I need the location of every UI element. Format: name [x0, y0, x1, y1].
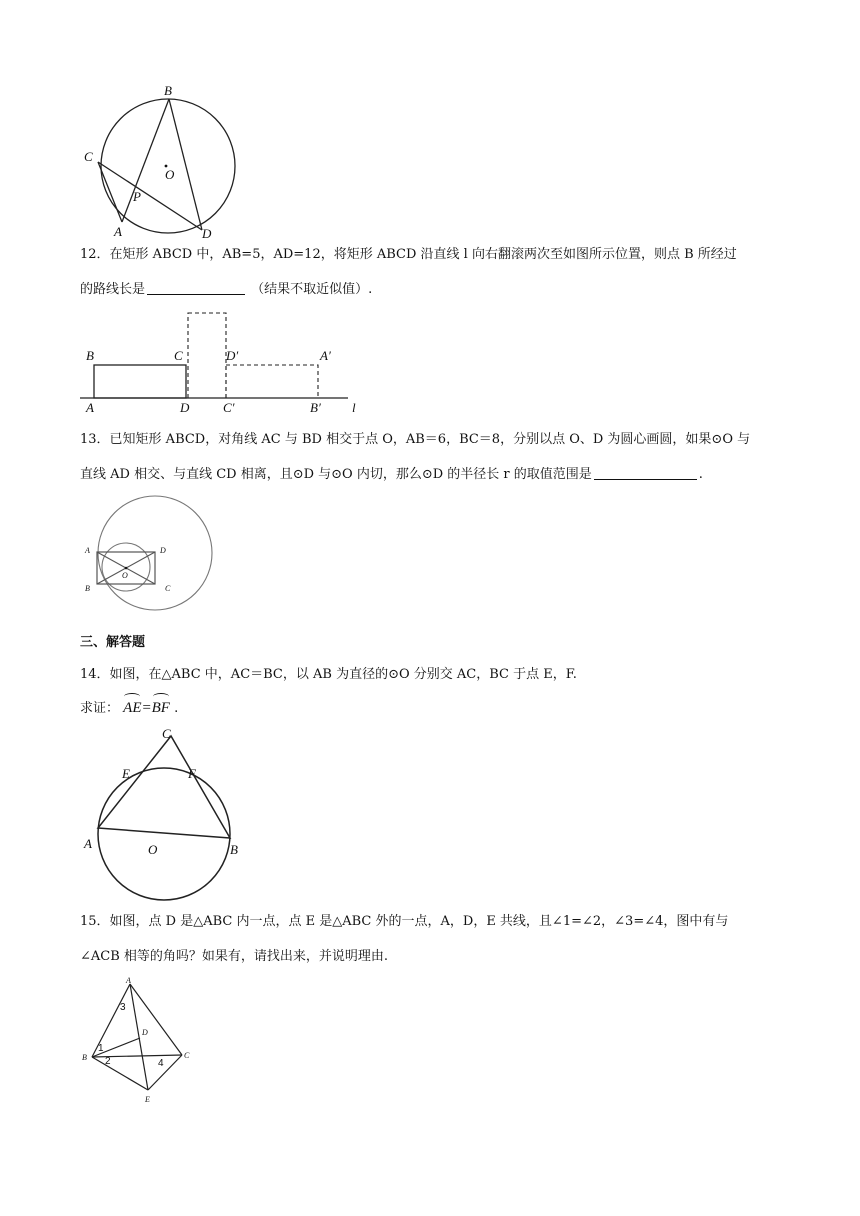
label-a: A: [85, 546, 90, 555]
q15-line2: ∠ACB 相等的角吗？如果有，请找出来，并说明理由.: [80, 949, 389, 964]
label-c-prime: C′: [223, 400, 235, 415]
prove-label: 求证：: [80, 701, 120, 716]
label-b-prime: B′: [310, 400, 321, 415]
label-c: C: [184, 1051, 190, 1060]
label-b: B: [85, 584, 90, 593]
figure-triangle-circle: [80, 722, 260, 902]
label-d: D: [180, 400, 190, 415]
figure-rectangle-circles: [80, 495, 220, 610]
question-12: [80, 245, 780, 300]
q13-line2-post: .: [698, 467, 703, 482]
label-a: A: [114, 224, 122, 239]
label-b: B: [164, 83, 172, 98]
label-e: E: [145, 1095, 150, 1104]
arc-bf: BF: [152, 698, 170, 718]
q12-line2-pre: 的路线长是: [80, 282, 146, 297]
label-o: O: [165, 167, 175, 182]
label-e: E: [122, 766, 130, 781]
answer-blank-12[interactable]: [147, 281, 245, 295]
q14-prove: [80, 698, 780, 719]
label-d: D: [202, 226, 212, 241]
figure-triangle-points: [78, 972, 198, 1112]
angle-4: 4: [158, 1058, 164, 1069]
label-c: C: [162, 726, 171, 741]
label-b: B: [86, 348, 94, 363]
question-14: [80, 665, 780, 685]
label-c: C: [165, 584, 171, 593]
label-p: P: [133, 189, 141, 204]
label-b: B: [82, 1053, 87, 1062]
q13-line1: 13．已知矩形 ABCD，对角线 AC 与 BD 相交于点 O，AB＝6，BC＝8，分别以点 O、D 为圆心画圆，如果⊙O 与: [80, 432, 751, 447]
question-13: [80, 430, 780, 485]
equals-sign: =: [141, 700, 152, 716]
q14-line1: 14．如图，在△ABC 中，AC＝BC，以 AB 为直径的⊙O 分别交 AC，BC 于点 E，F.: [80, 667, 577, 682]
angle-1: 1: [98, 1043, 104, 1054]
prove-end: .: [169, 701, 179, 716]
angle-3: 3: [120, 1002, 126, 1013]
q13-line2-pre: 直线 AD 相交、与直线 CD 相离，且⊙D 与⊙O 内切，那么⊙D 的半径长 r 的取值范围是: [80, 467, 592, 482]
q15-line1: 15．如图，点 D 是△ABC 内一点，点 E 是△ABC 外的一点，A，D，E 共线，且∠1=∠2，∠3=∠4，图中有与: [80, 914, 729, 929]
label-b: B: [230, 842, 238, 857]
q12-line1: 12．在矩形 ABCD 中，AB=5，AD=12，将矩形 ABCD 沿直线 l 向右翻滚两次至如图所示位置，则点 B 所经过: [80, 247, 737, 262]
label-l: l: [352, 400, 356, 415]
label-f: F: [188, 766, 196, 781]
answer-blank-13[interactable]: [594, 466, 697, 480]
section-heading: 三、解答题: [80, 635, 146, 650]
label-d: D: [142, 1028, 148, 1037]
label-c: C: [84, 149, 93, 164]
question-15: [80, 912, 780, 967]
label-a: A: [86, 400, 94, 415]
label-a: A: [126, 976, 131, 985]
circle-o: [101, 99, 235, 233]
label-o: O: [148, 842, 158, 857]
label-a: A: [84, 836, 92, 851]
q12-line2-post: （结果不取近似值）.: [251, 282, 373, 297]
label-c: C: [174, 348, 183, 363]
figure-circle-chords: [80, 80, 250, 240]
figure-rolling-rectangle: [80, 308, 370, 418]
label-a-prime: A′: [320, 348, 331, 363]
angle-2: 2: [105, 1056, 111, 1067]
label-d-prime: D′: [226, 348, 239, 363]
label-d: D: [160, 546, 166, 555]
arc-ae: AE: [123, 698, 141, 718]
label-o: O: [122, 571, 128, 580]
